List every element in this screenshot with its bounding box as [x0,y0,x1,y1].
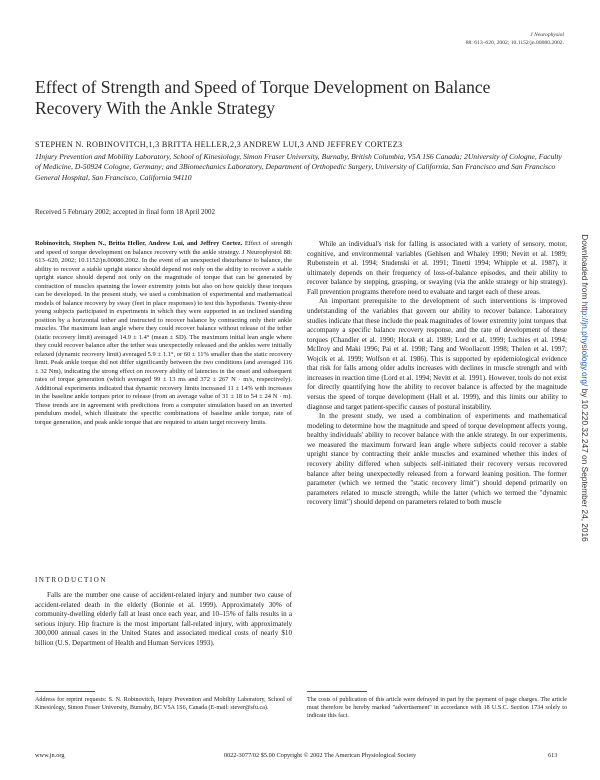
abstract [35,240,292,427]
intro-paragraph: Falls are the number one cause of accident-related injury and number two cause of accident-related death in the elderly (Bonnie et al. 1999). Approximately 30% of community-dwelling elderly fall at least once each year, and 10–15% of falls results in a serious injury. Hip fracture is the most important fall-related injury, with approximately 300,000 annual cases in the United States and associated medical costs of nearly $10 billion (U.S. Department of Health and Human Services 1993). [35,591,292,647]
section-heading-introduction: INTRODUCTION [35,576,108,584]
received-date: Received 5 February 2002; accepted in final form 18 April 2002 [35,208,216,216]
right-paragraph-3: In the present study, we used a combination of experiments and mathematical modeling to determine how the magnitude and speed of torque development affects young, healthy individuals' ability to recover balance with the ankle strategy. In our experiments, we measured the maximum forward lean angle where subjects could recover a stable upright stance by contracting their ankle muscles and examined whether this index of recovery ability differed when subjects self-initiated their recovery versus recovered balance after being unexpectedly released from a forward leaning position. The former parameter (which we termed the "static recovery limit") should depend primarily on parameters related to muscle strength, while the latter (which we termed the "dynamic recovery limit") should depend on parameters related to both muscle [307,412,567,507]
download-suffix: by 10.220.32.247 on September 24, 2016 [580,388,590,542]
journal-name: J Neurophysiol [530,32,564,38]
page-number: 613 [548,752,558,759]
footer-copyright: 0022-3077/02 $5.00 Copyright © 2002 The American Physiological Society [223,752,417,759]
right-column [307,240,567,508]
introduction-text [35,591,292,648]
abstract-text: Effect of strength and speed of torque development on balance recovery with the ankle strategy. J Neurophysiol 88: 613–620, 2002; 10.1152/jn.00080.2002. In the event of an unexpected disturbance to balance, the ability to recover a stable upright stance should depend not only on the ability to recover a stable upright stance should depend not only on the magnitude of torque that can be generated by contraction of muscles spanning the lower extremity joints but also on how quickly these torques can be developed. In the present study, we used a combination of experimental and mathematical models of balance recovery by sway (feet in place responses) to test this hypothesis. Twenty-three young subjects participated in experiments in which they were supported in an inclined standing position by a horizontal tether and instructed to recover balance by contracting only their ankle muscles. The maximum lean angle where they could recover balance without release of the tether (static recovery limit) averaged 14.9 ± 1.4° (mean ± SD). The maximum initial lean angle where they could recover balance after the tether was unexpectedly released and the ankles were initially relaxed (dynamic recovery limit) averaged 5.9 ± 1.1°, or 60 ± 11% smaller than the static recovery limit. Peak ankle torque did not differ significantly between the two conditions (and averaged 116 ± 32 Nm), indicating the strong effect on recovery ability of latencies in the onset and subsequent rates of torque generation (which averaged 99 ± 13 ms and 372 ± 267 N · m/s, respectively). Additional experiments indicated that dynamic recovery limits increased 11 ± 14% with increases in the baseline ankle torques prior to release (from an average value of 31 ± 18 to 54 ± 24 N · m). These trends are in agreement with predictions from a computer simulation based on an inverted pendulum model, which illustrate the specific combinations of baseline ankle torque, rate of torque generation, and peak ankle torque that are required to attain target recovery limits. [35,240,293,426]
footnote-divider-right [307,691,367,692]
download-link[interactable]: http://jn.physiology.org/ [580,301,590,387]
abstract-lead: Robinovitch, Stephen N., Britta Heller, Andrew Lui, and Jeffrey Cortez. [35,240,243,247]
download-prefix: Downloaded from [580,234,590,300]
reprint-footnote: Address for reprint requests: S. N. Robinovitch, Injury Prevention and Mobility Laboratory, School of Kinesiology, Simon Fraser University, Burnaby, BC V5A 1S6, Canada (E-mail: stever@sfu.ca). [35,697,292,712]
affiliations: 1Injury Prevention and Mobility Laboratory, School of Kinesiology, Simon Fraser University, Burnaby, British Columbia, V5A 1S6 Canada; 2University of Cologne, Faculty of Medicine, D-50924 Cologne, Germany; and 3Biomechanics Laboratory, Department of Orthopedic Surgery, University of California, San Francisco and San Francisco General Hospital, San Francisco, California 94110 [35,152,562,182]
right-paragraph-2: An important prerequisite to the development of such interventions is improved understanding of the variables that govern our ability to recover balance. Laboratory studies indicate that these include the peak magnitudes of lower extremity joint torques that accompany a specific balance recovery response, and the rate of development of these torques (Chandler et al. 1990; Horak et al. 1989; Lord et al. 1999; Luchies et al. 1994; McIlroy and Maki 1996; Pai et al. 1998; Tang and Woollacott 1998; Thelen et al. 1997; Wojcik et al. 1999; Wolfson et al. 1986). This is supported by epidemiological evidence that risk for falls among older adults increases with declines in muscle strength and with increases in reaction time (Lord et al. 1994; Nevitt et al. 1991). However, tools do not exist for directly quantifying how the ability to recover balance is affected by the magnitude versus the speed of torque development (Hall et al. 1999), and this limits our ability to diagnose and target patient-specific causes of postural instability. [307,297,567,411]
advertisement-footnote: The costs of publication of this article were defrayed in part by the payment of page charges. The article must therefore be hereby marked "advertisement" in accordance with 18 U.S.C. Section 1734 solely to indicate this fact. [307,697,567,720]
footer-url[interactable]: www.jn.org [35,752,65,759]
footnote-divider-left [35,691,95,692]
journal-citation: 88: 613–620, 2002; 10.1152/jn.00080.2002. [465,39,564,46]
right-paragraph-1: While an individual's risk for falling is associated with a variety of sensory, motor, cognitive, and environmental variables (Gehlsen and Whaley 1990; Nevitt et al. 1989; Rubenstein et al. 1994; Studenski et al. 1991; Tinetti 1994; Whipple et al. 1987), it ultimately depends on their frequency of loss-of-balance episodes, and their ability to recover balance by stepping, grasping, or swaying (via the ankle strategy or hip strategy). Fall prevention programs therefore need to evaluate and target each of these areas. [307,240,567,296]
article-title: Effect of Strength and Speed of Torque Development on Balance Recovery With the Ankle Strategy [35,77,491,118]
journal-header [466,32,564,47]
author-list: STEPHEN N. ROBINOVITCH,1,3 BRITTA HELLER,2,3 ANDREW LUI,3 AND JEFFREY CORTEZ3 [35,140,403,149]
